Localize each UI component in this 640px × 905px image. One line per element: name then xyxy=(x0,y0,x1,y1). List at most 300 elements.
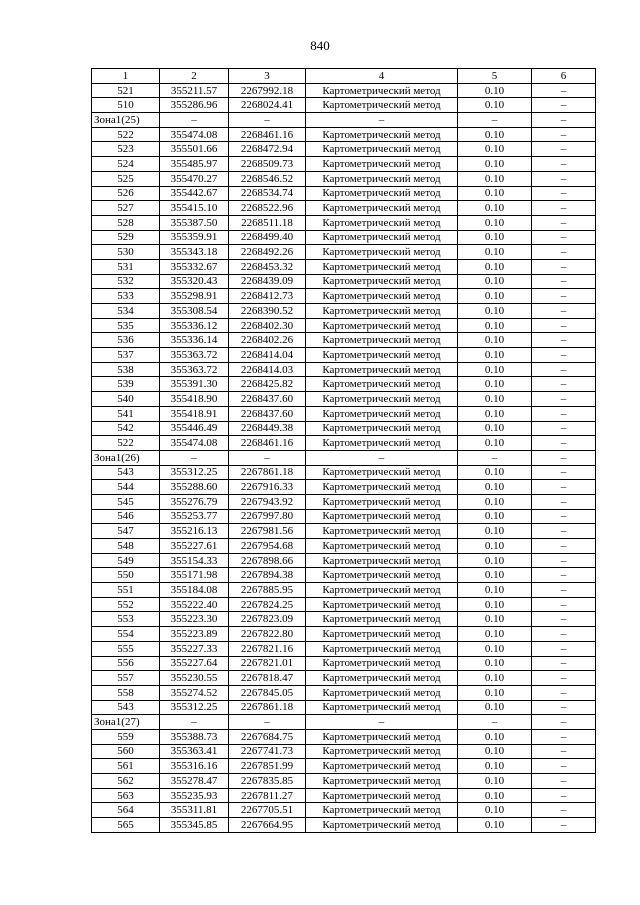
table-cell: 2268534.74 xyxy=(229,186,306,201)
table-cell: Картометрический метод xyxy=(306,318,458,333)
table-cell: 355336.12 xyxy=(160,318,229,333)
table-cell: 2267741.73 xyxy=(229,744,306,759)
table-cell: 0.10 xyxy=(458,583,532,598)
table-cell: – xyxy=(532,157,596,172)
table-cell: 0.10 xyxy=(458,392,532,407)
table-cell: 541 xyxy=(92,406,160,421)
table-cell: 2268437.60 xyxy=(229,406,306,421)
table-cell: 0.10 xyxy=(458,142,532,157)
table-cell: – xyxy=(532,818,596,833)
table-cell: Картометрический метод xyxy=(306,377,458,392)
table-cell: – xyxy=(229,715,306,730)
table-cell: Картометрический метод xyxy=(306,348,458,363)
table-cell: 542 xyxy=(92,421,160,436)
table-cell: 0.10 xyxy=(458,230,532,245)
table-cell: 355311.81 xyxy=(160,803,229,818)
table-cell: 355388.73 xyxy=(160,729,229,744)
table-row xyxy=(92,406,596,421)
table-cell: Картометрический метод xyxy=(306,259,458,274)
table-row xyxy=(92,157,596,172)
table-cell: 0.10 xyxy=(458,215,532,230)
table-cell: 2268402.30 xyxy=(229,318,306,333)
table-row xyxy=(92,803,596,818)
table-cell: Картометрический метод xyxy=(306,421,458,436)
table-cell: 510 xyxy=(92,98,160,113)
table-cell: – xyxy=(229,113,306,128)
table-cell: 521 xyxy=(92,83,160,98)
table-cell: 2268472.94 xyxy=(229,142,306,157)
table-cell: 355308.54 xyxy=(160,304,229,319)
table-cell: 355415.10 xyxy=(160,201,229,216)
table-row xyxy=(92,142,596,157)
table-cell: Картометрический метод xyxy=(306,98,458,113)
table-cell: 2268461.16 xyxy=(229,436,306,451)
table-cell: 522 xyxy=(92,127,160,142)
table-row xyxy=(92,318,596,333)
table-cell: 557 xyxy=(92,671,160,686)
table-cell: 0.10 xyxy=(458,98,532,113)
table-cell: – xyxy=(229,450,306,465)
table-row xyxy=(92,83,596,98)
table-cell: 355298.91 xyxy=(160,289,229,304)
table-cell: 0.10 xyxy=(458,186,532,201)
table-row xyxy=(92,421,596,436)
table-cell: – xyxy=(532,362,596,377)
table-cell: – xyxy=(532,436,596,451)
table-cell: – xyxy=(532,539,596,554)
table-cell: – xyxy=(532,274,596,289)
table-cell: 2267818.47 xyxy=(229,671,306,686)
table-cell: Картометрический метод xyxy=(306,729,458,744)
table-cell: Картометрический метод xyxy=(306,671,458,686)
table-cell: 527 xyxy=(92,201,160,216)
table-cell: Картометрический метод xyxy=(306,436,458,451)
table-cell: 2268412.73 xyxy=(229,289,306,304)
table-cell: Картометрический метод xyxy=(306,333,458,348)
table-cell: – xyxy=(532,304,596,319)
table-cell: 551 xyxy=(92,583,160,598)
table-cell: – xyxy=(532,759,596,774)
table-cell: 0.10 xyxy=(458,656,532,671)
table-cell: 2268414.03 xyxy=(229,362,306,377)
table-row xyxy=(92,348,596,363)
table-cell: 552 xyxy=(92,597,160,612)
table-row xyxy=(92,744,596,759)
table-cell: Картометрический метод xyxy=(306,186,458,201)
table-cell: Картометрический метод xyxy=(306,201,458,216)
table-cell: – xyxy=(532,406,596,421)
table-cell: – xyxy=(306,450,458,465)
table-cell: – xyxy=(160,450,229,465)
table-cell: 2268425.82 xyxy=(229,377,306,392)
table-header-row xyxy=(92,69,596,84)
table-cell: 355230.55 xyxy=(160,671,229,686)
table-row xyxy=(92,494,596,509)
table-cell: 0.10 xyxy=(458,289,532,304)
table-row xyxy=(92,465,596,480)
table-cell: 0.10 xyxy=(458,362,532,377)
table-cell: 563 xyxy=(92,788,160,803)
table-row xyxy=(92,480,596,495)
table-row xyxy=(92,289,596,304)
table-cell: 355184.08 xyxy=(160,583,229,598)
table-cell: 2267821.16 xyxy=(229,641,306,656)
table-cell: – xyxy=(532,774,596,789)
table-cell: 355253.77 xyxy=(160,509,229,524)
table-cell: – xyxy=(532,597,596,612)
table-cell: 0.10 xyxy=(458,729,532,744)
table-row xyxy=(92,685,596,700)
table-cell: 2267851.99 xyxy=(229,759,306,774)
table-row xyxy=(92,671,596,686)
page-number: 840 xyxy=(310,38,330,53)
table-cell: – xyxy=(532,171,596,186)
table-cell: Картометрический метод xyxy=(306,289,458,304)
table-cell: Картометрический метод xyxy=(306,641,458,656)
table-cell: – xyxy=(532,215,596,230)
table-cell: Картометрический метод xyxy=(306,700,458,715)
table-cell: – xyxy=(532,465,596,480)
table-row xyxy=(92,186,596,201)
table-cell: 355227.33 xyxy=(160,641,229,656)
table-row xyxy=(92,392,596,407)
table-cell: – xyxy=(532,715,596,730)
table-cell: – xyxy=(458,450,532,465)
table-cell: Картометрический метод xyxy=(306,215,458,230)
table-cell: 2267992.18 xyxy=(229,83,306,98)
table-cell: 0.10 xyxy=(458,421,532,436)
table-cell: 529 xyxy=(92,230,160,245)
table-cell: 532 xyxy=(92,274,160,289)
table-cell: 547 xyxy=(92,524,160,539)
table-cell: 0.10 xyxy=(458,465,532,480)
table-cell: 559 xyxy=(92,729,160,744)
table-cell: 2267861.18 xyxy=(229,465,306,480)
table-cell: – xyxy=(532,318,596,333)
header-cell: 1 xyxy=(92,69,160,84)
table-cell: 2268390.52 xyxy=(229,304,306,319)
table-cell: 355343.18 xyxy=(160,245,229,260)
table-row xyxy=(92,171,596,186)
table-cell: – xyxy=(532,509,596,524)
table-cell: 0.10 xyxy=(458,597,532,612)
table-cell: – xyxy=(532,803,596,818)
table-cell: 0.10 xyxy=(458,274,532,289)
table-cell: Картометрический метод xyxy=(306,759,458,774)
table-cell: 0.10 xyxy=(458,744,532,759)
table-cell: 545 xyxy=(92,494,160,509)
table-cell: Картометрический метод xyxy=(306,157,458,172)
table-cell: – xyxy=(532,494,596,509)
table-cell: – xyxy=(532,729,596,744)
table-cell: 355235.93 xyxy=(160,788,229,803)
table-cell: – xyxy=(532,113,596,128)
table-cell: 537 xyxy=(92,348,160,363)
table-cell: – xyxy=(160,715,229,730)
table-cell: 355345.85 xyxy=(160,818,229,833)
table-cell: – xyxy=(458,715,532,730)
table-cell: 355501.66 xyxy=(160,142,229,157)
table-cell: 355312.25 xyxy=(160,700,229,715)
table-cell: – xyxy=(532,127,596,142)
table-cell: 525 xyxy=(92,171,160,186)
table-cell: Картометрический метод xyxy=(306,83,458,98)
table-cell: 355288.60 xyxy=(160,480,229,495)
table-cell: 556 xyxy=(92,656,160,671)
table-row xyxy=(92,304,596,319)
table-row xyxy=(92,641,596,656)
table-cell: Зона1(26) xyxy=(92,450,160,465)
table-cell: 522 xyxy=(92,436,160,451)
table-cell: 2267898.66 xyxy=(229,553,306,568)
table-row xyxy=(92,539,596,554)
table-cell: 0.10 xyxy=(458,612,532,627)
table-cell: 355359.91 xyxy=(160,230,229,245)
table-cell: 0.10 xyxy=(458,318,532,333)
table-cell: 2267705.51 xyxy=(229,803,306,818)
table-cell: – xyxy=(532,259,596,274)
table-cell: 2267835.85 xyxy=(229,774,306,789)
table-cell: 531 xyxy=(92,259,160,274)
table-cell: 564 xyxy=(92,803,160,818)
table-cell: 2268546.52 xyxy=(229,171,306,186)
table-cell: 562 xyxy=(92,774,160,789)
table-cell: 555 xyxy=(92,641,160,656)
table-cell: 0.10 xyxy=(458,685,532,700)
table-row xyxy=(92,201,596,216)
table-row xyxy=(92,98,596,113)
table-cell: 2267811.27 xyxy=(229,788,306,803)
table-cell: 0.10 xyxy=(458,803,532,818)
header-cell: 2 xyxy=(160,69,229,84)
table-cell: Картометрический метод xyxy=(306,465,458,480)
table-row xyxy=(92,450,596,465)
table-cell: 355171.98 xyxy=(160,568,229,583)
header-cell: 6 xyxy=(532,69,596,84)
table-cell: 2267861.18 xyxy=(229,700,306,715)
table-row xyxy=(92,818,596,833)
table-body xyxy=(92,69,596,833)
table-cell: 355363.41 xyxy=(160,744,229,759)
table-cell: – xyxy=(532,700,596,715)
table-cell: – xyxy=(532,788,596,803)
table-cell: – xyxy=(160,113,229,128)
table-row xyxy=(92,524,596,539)
table-row xyxy=(92,215,596,230)
table-cell: 355474.08 xyxy=(160,127,229,142)
table-row xyxy=(92,509,596,524)
table-cell: 355316.16 xyxy=(160,759,229,774)
table-cell: Картометрический метод xyxy=(306,553,458,568)
table-cell: – xyxy=(532,480,596,495)
table-cell: 2267821.01 xyxy=(229,656,306,671)
table-cell: 560 xyxy=(92,744,160,759)
table-cell: – xyxy=(532,142,596,157)
table-row xyxy=(92,583,596,598)
table-cell: 548 xyxy=(92,539,160,554)
table-cell: 2267824.25 xyxy=(229,597,306,612)
table-cell: – xyxy=(532,83,596,98)
table-cell: Картометрический метод xyxy=(306,597,458,612)
table-cell: 355227.61 xyxy=(160,539,229,554)
table-cell: 0.10 xyxy=(458,333,532,348)
table-cell: 0.10 xyxy=(458,568,532,583)
table-row xyxy=(92,113,596,128)
table-cell: – xyxy=(532,656,596,671)
table-cell: 0.10 xyxy=(458,524,532,539)
table-cell: 0.10 xyxy=(458,127,532,142)
table-cell: Картометрический метод xyxy=(306,612,458,627)
table-cell: 355286.96 xyxy=(160,98,229,113)
table-cell: 0.10 xyxy=(458,83,532,98)
table-cell: 2268509.73 xyxy=(229,157,306,172)
table-cell: – xyxy=(532,553,596,568)
table-row xyxy=(92,553,596,568)
table-cell: 2267664.95 xyxy=(229,818,306,833)
table-cell: 2267885.95 xyxy=(229,583,306,598)
table-cell: 0.10 xyxy=(458,436,532,451)
table-cell: – xyxy=(532,98,596,113)
table-cell: 0.10 xyxy=(458,157,532,172)
table-cell: – xyxy=(306,715,458,730)
table-cell: – xyxy=(532,685,596,700)
table-cell: 2267997.80 xyxy=(229,509,306,524)
table-cell: 355363.72 xyxy=(160,362,229,377)
table-cell: – xyxy=(532,641,596,656)
table-cell: 355320.43 xyxy=(160,274,229,289)
table-cell: 0.10 xyxy=(458,245,532,260)
table-row xyxy=(92,245,596,260)
table-cell: 355442.67 xyxy=(160,186,229,201)
table-row xyxy=(92,362,596,377)
table-cell: 355446.49 xyxy=(160,421,229,436)
table-cell: – xyxy=(532,671,596,686)
table-cell: 2268439.09 xyxy=(229,274,306,289)
table-cell: 355278.47 xyxy=(160,774,229,789)
table-row xyxy=(92,568,596,583)
table-cell: – xyxy=(532,568,596,583)
table-row xyxy=(92,715,596,730)
table-cell: 2268414.04 xyxy=(229,348,306,363)
table-cell: Картометрический метод xyxy=(306,362,458,377)
table-cell: 546 xyxy=(92,509,160,524)
table-cell: 2268449.38 xyxy=(229,421,306,436)
table-cell: 2267954.68 xyxy=(229,539,306,554)
table-cell: Картометрический метод xyxy=(306,274,458,289)
table-cell: 553 xyxy=(92,612,160,627)
coordinates-table xyxy=(91,68,596,833)
table-cell: Картометрический метод xyxy=(306,509,458,524)
table-cell: 355154.33 xyxy=(160,553,229,568)
table-cell: 539 xyxy=(92,377,160,392)
table-cell: 355363.72 xyxy=(160,348,229,363)
table-cell: – xyxy=(532,377,596,392)
table-cell: Картометрический метод xyxy=(306,142,458,157)
table-row xyxy=(92,612,596,627)
table-cell: – xyxy=(532,524,596,539)
header-cell: 3 xyxy=(229,69,306,84)
table-cell: Картометрический метод xyxy=(306,524,458,539)
table-row xyxy=(92,436,596,451)
table-cell: 355274.52 xyxy=(160,685,229,700)
table-cell: – xyxy=(532,245,596,260)
table-row xyxy=(92,274,596,289)
table-cell: 355227.64 xyxy=(160,656,229,671)
table-cell: 0.10 xyxy=(458,406,532,421)
table-cell: 355418.91 xyxy=(160,406,229,421)
table-cell: 558 xyxy=(92,685,160,700)
table-cell: 538 xyxy=(92,362,160,377)
table-cell: 543 xyxy=(92,700,160,715)
table-cell: 536 xyxy=(92,333,160,348)
table-cell: Картометрический метод xyxy=(306,803,458,818)
table-cell: – xyxy=(532,333,596,348)
table-cell: Картометрический метод xyxy=(306,774,458,789)
table-cell: 550 xyxy=(92,568,160,583)
table-cell: Картометрический метод xyxy=(306,685,458,700)
table-cell: 524 xyxy=(92,157,160,172)
table-cell: Картометрический метод xyxy=(306,627,458,642)
table-cell: Картометрический метод xyxy=(306,245,458,260)
table-cell: 355474.08 xyxy=(160,436,229,451)
table-cell: 355336.14 xyxy=(160,333,229,348)
table-row xyxy=(92,700,596,715)
table-cell: Картометрический метод xyxy=(306,304,458,319)
table-cell: 0.10 xyxy=(458,759,532,774)
table-cell: Картометрический метод xyxy=(306,171,458,186)
table-cell: 0.10 xyxy=(458,774,532,789)
table-cell: 355223.89 xyxy=(160,627,229,642)
table-cell: 0.10 xyxy=(458,171,532,186)
table-cell: 554 xyxy=(92,627,160,642)
table-cell: 2268453.32 xyxy=(229,259,306,274)
table-cell: 2268511.18 xyxy=(229,215,306,230)
table-cell: Картометрический метод xyxy=(306,127,458,142)
table-cell: 549 xyxy=(92,553,160,568)
table-cell: – xyxy=(532,627,596,642)
table-cell: 2268522.96 xyxy=(229,201,306,216)
table-row xyxy=(92,230,596,245)
table-row xyxy=(92,774,596,789)
table-cell: 2267845.05 xyxy=(229,685,306,700)
table-cell: – xyxy=(532,201,596,216)
table-cell: 543 xyxy=(92,465,160,480)
table-cell: 355216.13 xyxy=(160,524,229,539)
table-cell: 540 xyxy=(92,392,160,407)
table-cell: Картометрический метод xyxy=(306,539,458,554)
table-cell: 0.10 xyxy=(458,259,532,274)
table-cell: Картометрический метод xyxy=(306,818,458,833)
table-cell: 0.10 xyxy=(458,671,532,686)
table-cell: 0.10 xyxy=(458,539,532,554)
table-cell: 355387.50 xyxy=(160,215,229,230)
table-cell: 2268499.40 xyxy=(229,230,306,245)
table-cell: 2267916.33 xyxy=(229,480,306,495)
table-cell: Картометрический метод xyxy=(306,744,458,759)
table-cell: 534 xyxy=(92,304,160,319)
table-cell: – xyxy=(532,583,596,598)
table-row xyxy=(92,627,596,642)
table-cell: Картометрический метод xyxy=(306,230,458,245)
table-cell: 2267981.56 xyxy=(229,524,306,539)
table-cell: 2268024.41 xyxy=(229,98,306,113)
table-cell: 0.10 xyxy=(458,201,532,216)
table-cell: 533 xyxy=(92,289,160,304)
table-cell: 355276.79 xyxy=(160,494,229,509)
table-row xyxy=(92,788,596,803)
table-cell: Картометрический метод xyxy=(306,494,458,509)
table-cell: 355332.67 xyxy=(160,259,229,274)
